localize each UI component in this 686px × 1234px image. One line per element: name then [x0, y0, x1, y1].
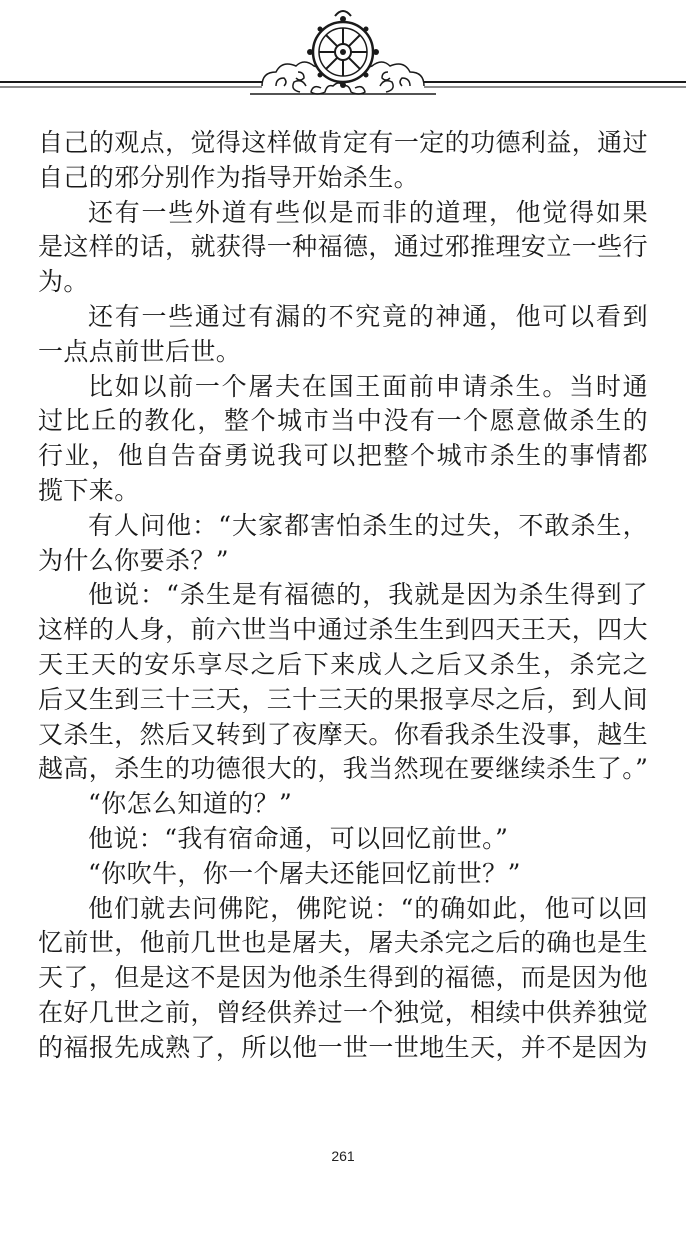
text-line: 还有一些通过有漏的不究竟的神通，他可以看到 — [88, 301, 648, 331]
page-number: 261 — [331, 1148, 355, 1164]
text-line: 他说：“我有宿命通，可以回忆前世。” — [88, 823, 509, 853]
text-line: 在好几世之前，曾经供养过一个独觉，相续中供养独觉 — [38, 997, 648, 1027]
text-line: 越高，杀生的功德很大的，我当然现在要继续杀生了。” — [38, 754, 649, 784]
text-line: 有人问他：“大家都害怕杀生的过失，不敢杀生， — [88, 510, 648, 540]
text-line: “你怎么知道的？” — [88, 789, 293, 819]
text-line: 为什么你要杀？” — [38, 545, 229, 575]
text-line: 这样的人身，前六世当中通过杀生生到四天王天，四大 — [38, 615, 648, 645]
dharma-wheel-icon — [307, 11, 379, 94]
page-body — [38, 126, 648, 1066]
text-line: 比如以前一个屠夫在国王面前申请杀生。当时通 — [88, 371, 648, 401]
text-line: 后又生到三十三天，三十三天的果报享尽之后，到人间 — [38, 684, 648, 714]
text-line: 为。 — [38, 267, 89, 297]
text-line: 天王天的安乐享尽之后下来成人之后又杀生，杀完之 — [38, 649, 648, 679]
text-line: 是这样的话，就获得一种福德，通过邪推理安立一些行 — [38, 232, 648, 262]
text-line: 天了，但是这不是因为他杀生得到的福德，而是因为他 — [38, 963, 648, 993]
cloud-scroll-icon — [366, 62, 424, 92]
header-ornament — [0, 0, 686, 110]
text-line: 行业，他自告奋勇说我可以把整个城市杀生的事情都 — [38, 441, 648, 471]
text-line: 过比丘的教化，整个城市当中没有一个愿意做杀生的 — [38, 406, 648, 436]
text-line: 他们就去问佛陀，佛陀说：“的确如此，他可以回 — [88, 893, 648, 923]
text-line: 还有一些外道有些似是而非的道理，他觉得如果 — [88, 197, 648, 227]
text-line: 忆前世，他前几世也是屠夫，屠夫杀完之后的确也是生 — [38, 928, 648, 958]
text-line: “你吹牛，你一个屠夫还能回忆前世？” — [88, 858, 521, 888]
text-line: 自己的观点，觉得这样做肯定有一定的功德利益，通过 — [38, 128, 648, 157]
text-line: 的福报先成熟了，所以他一世一世地生天，并不是因为 — [38, 1032, 648, 1062]
text-line: 又杀生，然后又转到了夜摩天。你看我杀生没事，越生 — [38, 719, 648, 749]
text-line: 他说：“杀生是有福德的，我就是因为杀生得到了 — [88, 580, 648, 610]
page-header — [0, 0, 686, 110]
text-line: 一点点前世后世。 — [38, 336, 242, 366]
text-line: 自己的邪分别作为指导开始杀生。 — [38, 162, 420, 192]
cloud-scroll-icon — [262, 62, 320, 92]
text-line: 揽下来。 — [38, 475, 140, 505]
